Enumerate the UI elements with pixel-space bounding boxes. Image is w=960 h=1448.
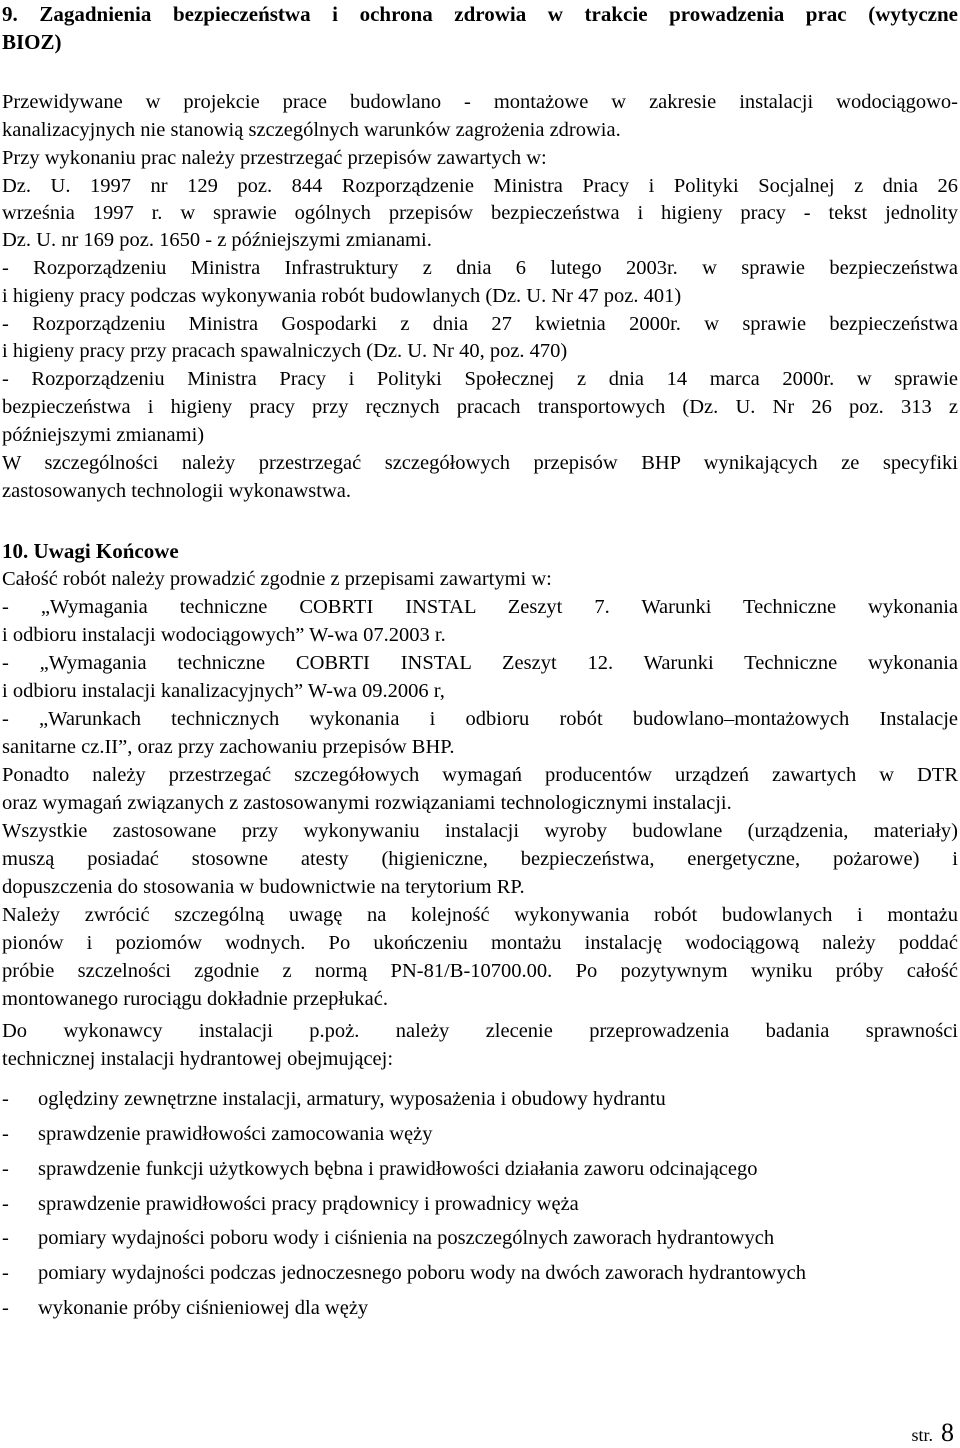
section-10-text-line: technicznej instalacji hydrantowej obejmującej:	[2, 1048, 394, 1070]
section-10-text-line: muszą posiadać stosowne atesty (higieniczne, bezpieczeństwa, energetyczne, pożarowe) i	[2, 848, 958, 870]
list-item	[2, 1260, 958, 1286]
section-9-text-line: i higieny pracy podczas wykonywania robót budowlanych (Dz. U. Nr 47 poz. 401)	[2, 285, 682, 307]
list-item	[2, 1225, 958, 1251]
section-9-text-line: i higieny pracy przy pracach spawalniczych (Dz. U. Nr 40, poz. 470)	[2, 340, 568, 362]
section-10-text-line: próbie szczelności zgodnie z normą PN-81/B-10700.00. Po pozytywnym wyniku próby całość	[2, 960, 958, 982]
page-label: str.	[911, 1425, 933, 1445]
list-item-text: sprawdzenie prawidłowości pracy prądownicy i prowadnicy węża	[38, 1193, 579, 1215]
section-9-heading-line-1: 9. Zagadnienia bezpieczeństwa i ochrona zdrowia w trakcie prowadzenia prac (wytyczne	[2, 2, 958, 26]
section-10-heading: 10. Uwagi Końcowe	[2, 539, 179, 563]
section-9-text-line: września 1997 r. w sprawie ogólnych przepisów bezpieczeństwa i higieny pracy - tekst jednolity	[2, 202, 958, 224]
section-10-text-line: oraz wymagań związanych z zastosowanymi rozwiązaniami technologicznymi instalacji.	[2, 792, 732, 814]
section-10-text-line: montowanego rurociągu dokładnie przepłukać.	[2, 988, 388, 1010]
section-9-text-line: - Rozporządzeniu Ministra Gospodarki z dnia 27 kwietnia 2000r. w sprawie bezpieczeństwa	[2, 313, 958, 335]
section-10-text-line: Ponadto należy przestrzegać szczegółowych wymagań producentów urządzeń zawartych w DTR	[2, 764, 958, 786]
list-item-text: sprawdzenie funkcji użytkowych bębna i prawidłowości działania zaworu odcinającego	[38, 1158, 758, 1180]
list-item-text: sprawdzenie prawidłowości zamocowania węży	[38, 1123, 433, 1145]
list-item-text: oględziny zewnętrzne instalacji, armatury, wyposażenia i obudowy hydrantu	[38, 1088, 666, 1110]
section-10-text-line: - „Wymagania techniczne COBRTI INSTAL Zeszyt 7. Warunki Techniczne wykonania	[2, 596, 958, 618]
section-9-text-line: Dz. U. nr 169 poz. 1650 - z późniejszymi zmianami.	[2, 229, 432, 251]
bullet-dash: -	[2, 1088, 9, 1110]
list-item-text: pomiary wydajności podczas jednoczesnego poboru wody na dwóch zaworach hydrantowych	[38, 1262, 806, 1284]
list-item	[2, 1156, 958, 1182]
list-item	[2, 1295, 958, 1321]
bullet-dash: -	[2, 1297, 9, 1319]
section-9-text-line: - Rozporządzeniu Ministra Pracy i Polityki Społecznej z dnia 14 marca 2000r. w sprawie	[2, 368, 958, 390]
section-10-text-line: Do wykonawcy instalacji p.poż. należy zlecenie przeprowadzenia badania sprawności	[2, 1020, 958, 1042]
section-10-text-line: Całość robót należy prowadzić zgodnie z przepisami zawartymi w:	[2, 568, 552, 590]
section-9-text-line: Przy wykonaniu prac należy przestrzegać przepisów zawartych w:	[2, 147, 547, 169]
section-10-text-line: - „Wymagania techniczne COBRTI INSTAL Zeszyt 12. Warunki Techniczne wykonania	[2, 652, 958, 674]
list-item	[2, 1121, 958, 1147]
page-number: 8	[941, 1418, 954, 1447]
section-10-text-line: sanitarne cz.II”, oraz przy zachowaniu przepisów BHP.	[2, 736, 455, 758]
bullet-dash: -	[2, 1123, 9, 1145]
section-9-text-line: Przewidywane w projekcie prace budowlano - montażowe w zakresie instalacji wodociągowo-	[2, 91, 958, 113]
section-10-text-line: dopuszczenia do stosowania w budownictwie na terytorium RP.	[2, 876, 525, 898]
bullet-dash: -	[2, 1262, 9, 1284]
list-item-text: wykonanie próby ciśnieniowej dla węży	[38, 1297, 369, 1319]
section-9-text-line: kanalizacyjnych nie stanowią szczególnych warunków zagrożenia zdrowia.	[2, 119, 621, 141]
section-10-text-line: - „Warunkach technicznych wykonania i odbioru robót budowlano–montażowych Instalacje	[2, 708, 958, 730]
list-item-text: pomiary wydajności poboru wody i ciśnienia na poszczególnych zaworach hydrantowych	[38, 1227, 775, 1249]
section-9-text-line: W szczególności należy przestrzegać szczegółowych przepisów BHP wynikających ze specyfiki	[2, 452, 958, 474]
bullet-dash: -	[2, 1227, 9, 1249]
bullet-dash: -	[2, 1158, 9, 1180]
list-item	[2, 1086, 958, 1112]
section-10-text-line: i odbioru instalacji kanalizacyjnych” W-wa 09.2006 r,	[2, 680, 445, 702]
section-10-text-line: pionów i poziomów wodnych. Po ukończeniu montażu instalację wodociągową należy poddać	[2, 932, 958, 954]
section-9-text-line: Dz. U. 1997 nr 129 poz. 844 Rozporządzenie Ministra Pracy i Polityki Socjalnej z dnia 26	[2, 175, 958, 197]
section-10-text-line: Należy zwrócić szczególną uwagę na kolejność wykonywania robót budowlanych i montażu	[2, 904, 958, 926]
section-10-text-line: Wszystkie zastosowane przy wykonywaniu instalacji wyroby budowlane (urządzenia, materiały)	[2, 820, 958, 842]
section-9-text-line: późniejszymi zmianami)	[2, 424, 205, 446]
section-9-heading-line-2: BIOZ)	[2, 30, 62, 54]
section-9-text-line: - Rozporządzeniu Ministra Infrastruktury z dnia 6 lutego 2003r. w sprawie bezpieczeństwa	[2, 257, 958, 279]
list-item	[2, 1191, 958, 1217]
bullet-dash: -	[2, 1193, 9, 1215]
section-10-text-line: i odbioru instalacji wodociągowych” W-wa 07.2003 r.	[2, 624, 446, 646]
section-9-text-line: zastosowanych technologii wykonawstwa.	[2, 480, 351, 502]
section-9-text-line: bezpieczeństwa i higieny pracy przy ręcznych pracach transportowych (Dz. U. Nr 26 poz. 313 z	[2, 396, 958, 418]
